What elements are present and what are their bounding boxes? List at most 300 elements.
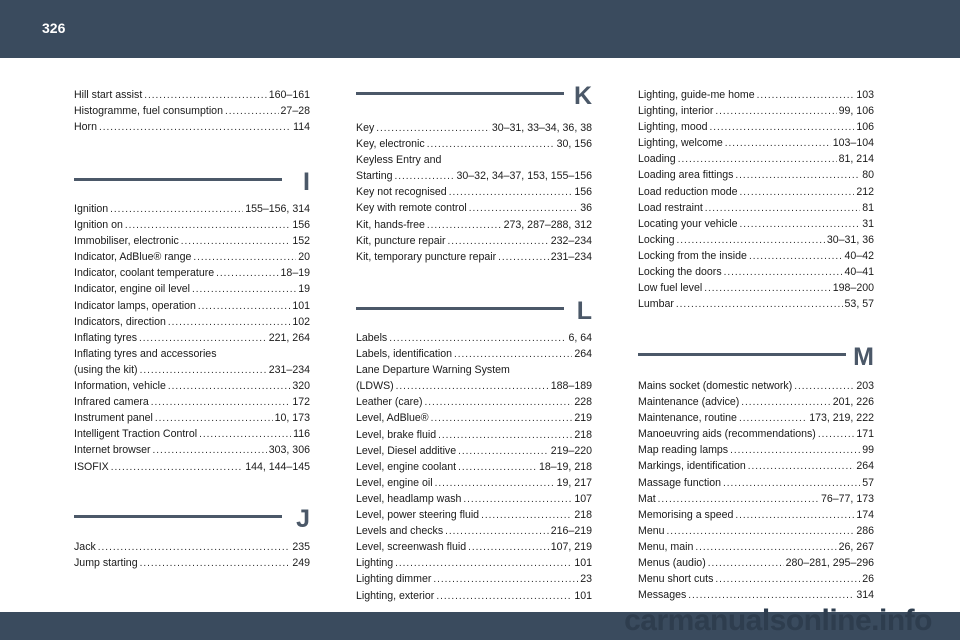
dot-leader xyxy=(225,103,279,120)
entry-pages: 20 xyxy=(298,251,310,264)
entry-term: Level, power steering fluid xyxy=(356,509,480,522)
index-entry xyxy=(74,426,310,442)
entry-term: Information, vehicle xyxy=(74,380,166,393)
entry-term: Ignition xyxy=(74,203,109,215)
dot-leader xyxy=(708,555,784,572)
entry-pages: 273, 287–288, 312 xyxy=(503,218,592,231)
dot-leader xyxy=(454,346,572,363)
entry-pages: 171 xyxy=(856,428,874,441)
index-entry xyxy=(356,120,592,136)
index-entry xyxy=(638,491,874,507)
page-header-bar xyxy=(0,0,960,58)
entry-term: Messages xyxy=(638,589,687,602)
dot-leader xyxy=(433,571,578,588)
index-entry xyxy=(74,119,310,135)
entry-term: Load restraint xyxy=(638,201,703,214)
entry-term: (using the kit) xyxy=(74,363,138,376)
entry-term: Markings, identification xyxy=(638,460,746,473)
dot-leader xyxy=(725,135,831,152)
index-entry xyxy=(638,458,874,474)
section-letter: J xyxy=(296,505,310,533)
index-entry xyxy=(638,426,874,442)
entry-pages: 228 xyxy=(574,396,592,409)
entry-term: Leather (care) xyxy=(356,396,423,409)
entry-pages: 320 xyxy=(292,380,310,393)
entry-pages: 303, 306 xyxy=(268,444,310,457)
dot-leader xyxy=(740,184,855,201)
index-entry xyxy=(638,296,874,312)
entry-term: Menu xyxy=(638,524,665,537)
dot-leader xyxy=(168,378,290,395)
entry-pages: 101 xyxy=(574,589,592,602)
dot-leader xyxy=(676,296,843,313)
entry-pages: 106 xyxy=(856,121,874,134)
entry-pages: 264 xyxy=(856,460,874,473)
entry-pages: 81 xyxy=(862,201,874,214)
entries-i xyxy=(74,201,310,475)
entry-term: Indicator lamps, operation xyxy=(74,299,196,312)
entry-term: Key, electronic xyxy=(356,138,425,151)
dot-leader xyxy=(389,330,566,347)
entry-term: Jack xyxy=(74,541,96,553)
section-header-k xyxy=(356,82,592,114)
entry-term: Lighting, mood xyxy=(638,121,708,134)
index-entry xyxy=(74,103,310,119)
entry-term: Load reduction mode xyxy=(638,185,738,198)
dot-leader xyxy=(739,410,807,427)
entry-pages: 81, 214 xyxy=(838,153,874,166)
entry-term: Infrared camera xyxy=(74,396,149,409)
index-entry xyxy=(356,571,592,587)
entry-pages: 103 xyxy=(856,89,874,101)
entry-term: Labels xyxy=(356,332,388,344)
dot-leader xyxy=(735,167,860,184)
entry-pages: 30–32, 34–37, 153, 155–156 xyxy=(456,170,592,183)
index-entry-heading: Keyless Entry and xyxy=(356,154,442,167)
entries-h xyxy=(74,87,310,135)
entry-term: Indicators, direction xyxy=(74,315,166,328)
index-entry xyxy=(356,588,592,604)
dot-leader xyxy=(168,314,290,331)
entry-pages: 99, 106 xyxy=(838,105,874,118)
index-entry xyxy=(356,539,592,555)
index-entry xyxy=(638,280,874,296)
index-entry xyxy=(356,233,592,249)
dot-leader xyxy=(199,426,291,443)
entry-term: Level, screenwash fluid xyxy=(356,541,467,554)
index-entry xyxy=(638,103,874,119)
dot-leader xyxy=(818,426,854,443)
entry-term: Indicator, coolant temperature xyxy=(74,267,215,280)
index-entry xyxy=(356,443,592,459)
dot-leader xyxy=(658,491,819,508)
entry-pages: 107, 219 xyxy=(550,541,592,554)
dot-leader xyxy=(688,587,854,604)
index-entry xyxy=(638,410,874,426)
entry-term: Locking xyxy=(638,233,675,246)
dot-leader xyxy=(724,264,843,281)
dot-leader xyxy=(481,507,572,524)
entry-term: Inflating tyres xyxy=(74,331,138,344)
dot-leader xyxy=(395,168,455,185)
entry-pages: 80 xyxy=(862,169,874,182)
entry-term: Starting xyxy=(356,170,393,183)
index-entry xyxy=(638,475,874,491)
index-entry xyxy=(638,151,874,167)
index-entry xyxy=(74,201,310,217)
dot-leader xyxy=(458,443,549,460)
section-rule xyxy=(638,353,846,356)
dot-leader xyxy=(376,120,490,137)
index-entry xyxy=(74,394,310,410)
dot-leader xyxy=(99,119,291,136)
dot-leader xyxy=(715,103,836,120)
entry-pages: 155–156, 314 xyxy=(245,203,310,215)
index-entry xyxy=(638,442,874,458)
entry-term: Jump starting xyxy=(74,557,138,570)
index-entry xyxy=(638,587,874,603)
index-entry xyxy=(74,298,310,314)
index-entry xyxy=(74,217,310,233)
index-entry xyxy=(74,330,310,346)
entry-term: Key xyxy=(356,122,375,134)
entry-term: Level, headlamp wash xyxy=(356,492,462,505)
entry-pages: 26, 267 xyxy=(838,540,874,553)
entry-pages: 152 xyxy=(292,235,310,248)
entry-pages: 116 xyxy=(293,428,310,441)
entry-term: Low fuel level xyxy=(638,282,703,295)
entry-term: Levels and checks xyxy=(356,525,444,538)
index-entry xyxy=(638,539,874,555)
index-entry xyxy=(638,232,874,248)
dot-leader xyxy=(458,459,537,476)
entry-pages: 114 xyxy=(293,121,310,134)
entry-pages: 203 xyxy=(856,380,874,392)
entry-pages: 101 xyxy=(574,557,592,570)
index-entry xyxy=(74,555,310,571)
dot-leader xyxy=(735,507,854,524)
index-entry xyxy=(74,249,310,265)
entry-pages: 103–104 xyxy=(832,137,874,150)
dot-leader xyxy=(794,378,854,395)
index-entry xyxy=(74,362,310,378)
entry-term: Massage function xyxy=(638,476,722,489)
entry-pages: 314 xyxy=(856,589,874,602)
index-entry xyxy=(356,217,592,233)
index-entry xyxy=(74,378,310,394)
dot-leader xyxy=(463,491,572,508)
entry-term: Maintenance (advice) xyxy=(638,396,740,409)
index-entry xyxy=(356,378,592,394)
entry-pages: 221, 264 xyxy=(268,331,310,344)
index-entry xyxy=(356,555,592,571)
entry-term: Kit, temporary puncture repair xyxy=(356,250,497,263)
entry-term: Lighting, interior xyxy=(638,105,714,118)
index-entry xyxy=(74,410,310,426)
index-entry xyxy=(74,233,310,249)
entry-term: Mat xyxy=(638,492,656,505)
dot-leader xyxy=(125,217,290,234)
entry-pages: 201, 226 xyxy=(832,396,874,409)
entry-pages: 156 xyxy=(574,186,592,199)
entry-pages: 26 xyxy=(862,573,874,586)
dot-leader xyxy=(469,200,579,217)
index-entry xyxy=(356,346,592,362)
entry-term: Histogramme, fuel consumption xyxy=(74,105,223,118)
entry-pages: 160–161 xyxy=(268,89,310,101)
dot-leader xyxy=(396,378,549,395)
index-entry xyxy=(638,571,874,587)
entry-term: Hill start assist xyxy=(74,89,143,101)
index-entry xyxy=(356,475,592,491)
entry-pages: 99 xyxy=(862,444,874,457)
entry-pages: 6, 64 xyxy=(568,332,592,344)
section-rule xyxy=(356,92,564,95)
entry-term: Menu short cuts xyxy=(638,573,714,586)
index-entry xyxy=(638,507,874,523)
entries-l-continued xyxy=(638,87,874,312)
index-entry xyxy=(638,264,874,280)
entry-term: Level, brake fluid xyxy=(356,428,437,441)
index-entry xyxy=(638,200,874,216)
index-entry xyxy=(74,314,310,330)
entry-pages: 101 xyxy=(292,299,310,312)
dot-leader xyxy=(140,362,267,379)
index-entry xyxy=(74,459,310,475)
index-entry xyxy=(356,410,592,426)
entry-term: Instrument panel xyxy=(74,412,153,425)
index-entry xyxy=(638,216,874,232)
dot-leader xyxy=(695,539,836,556)
entry-pages: 249 xyxy=(292,557,310,570)
dot-leader xyxy=(757,87,855,104)
entry-term: Level, engine oil xyxy=(356,476,433,489)
entry-term: Key not recognised xyxy=(356,186,447,199)
dot-leader xyxy=(181,233,291,250)
dot-leader xyxy=(425,394,573,411)
dot-leader xyxy=(144,87,266,104)
entries-k xyxy=(356,120,592,265)
entry-pages: 36 xyxy=(580,202,592,215)
entry-term: Kit, hands-free xyxy=(356,218,425,231)
section-rule xyxy=(356,307,564,310)
index-entry xyxy=(638,135,874,151)
entry-pages: 198–200 xyxy=(832,282,874,295)
entry-term: Loading area fittings xyxy=(638,169,734,182)
section-letter: I xyxy=(303,168,310,196)
entry-pages: 30–31, 36 xyxy=(826,233,874,246)
entry-pages: 53, 57 xyxy=(844,298,874,311)
entry-term: Lighting, guide-me home xyxy=(638,89,755,101)
entry-term: Internet browser xyxy=(74,444,151,457)
dot-leader xyxy=(395,555,572,572)
dot-leader xyxy=(468,539,549,556)
page-number: 326 xyxy=(42,20,66,36)
entry-term: Ignition on xyxy=(74,219,123,232)
index-entry xyxy=(74,281,310,297)
dot-leader xyxy=(193,249,296,266)
dot-leader xyxy=(678,151,837,168)
entry-pages: 218 xyxy=(574,428,592,441)
entry-pages: 212 xyxy=(856,185,874,198)
dot-leader xyxy=(449,184,573,201)
index-entry xyxy=(74,87,310,103)
dot-leader xyxy=(198,298,290,315)
dot-leader xyxy=(749,248,843,265)
dot-leader xyxy=(667,523,855,540)
dot-leader xyxy=(216,265,278,282)
entry-pages: 280–281, 295–296 xyxy=(785,557,874,570)
entry-pages: 18–19, 218 xyxy=(538,460,592,473)
entry-term: Menu, main xyxy=(638,540,694,553)
entry-pages: 174 xyxy=(856,508,874,521)
entry-pages: 216–219 xyxy=(550,525,592,538)
entry-term: Immobiliser, electronic xyxy=(74,235,179,248)
entry-pages: 18–19 xyxy=(280,267,310,280)
dot-leader xyxy=(730,442,860,459)
section-header-j xyxy=(74,505,310,537)
watermark: carmanualsonline.info xyxy=(624,604,932,637)
entry-pages: 235 xyxy=(292,541,310,553)
section-header-i xyxy=(74,168,310,200)
entry-pages: 231–234 xyxy=(550,250,592,263)
entry-pages: 219–220 xyxy=(550,444,592,457)
dot-leader xyxy=(710,119,855,136)
index-entry xyxy=(638,378,874,394)
entries-l xyxy=(356,330,592,604)
entry-term: Indicator, engine oil level xyxy=(74,283,191,296)
index-entry xyxy=(356,330,592,346)
entry-term: Manoeuvring aids (recommendations) xyxy=(638,428,816,441)
section-letter: L xyxy=(576,297,592,325)
index-entry xyxy=(638,523,874,539)
entry-pages: 232–234 xyxy=(550,234,592,247)
entry-term: Loading xyxy=(638,153,676,166)
dot-leader xyxy=(715,571,860,588)
dot-leader xyxy=(445,523,549,540)
entry-term: Maintenance, routine xyxy=(638,412,737,425)
entry-pages: 172 xyxy=(292,396,310,409)
entry-pages: 107 xyxy=(574,492,592,505)
dot-leader xyxy=(431,410,573,427)
dot-leader xyxy=(705,200,860,217)
entry-pages: 27–28 xyxy=(280,105,310,118)
entry-pages: 156 xyxy=(292,219,310,232)
index-entry xyxy=(356,507,592,523)
dot-leader xyxy=(436,588,572,605)
dot-leader xyxy=(110,201,243,218)
index-entry xyxy=(638,167,874,183)
section-letter: K xyxy=(573,82,592,110)
index-entry xyxy=(638,87,874,103)
entry-term: ISOFIX xyxy=(74,460,109,473)
index-entry xyxy=(356,184,592,200)
dot-leader xyxy=(448,233,549,250)
entry-pages: 76–77, 173 xyxy=(820,492,874,505)
index-entry xyxy=(356,427,592,443)
index-entry xyxy=(638,119,874,135)
dot-leader xyxy=(723,475,860,492)
entry-term: Lighting, exterior xyxy=(356,589,435,602)
dot-leader xyxy=(427,136,555,153)
index-entry xyxy=(356,523,592,539)
index-entry xyxy=(356,394,592,410)
index-entry xyxy=(356,459,592,475)
dot-leader xyxy=(741,394,830,411)
dot-leader xyxy=(111,459,243,476)
entry-term: Map reading lamps xyxy=(638,444,729,457)
dot-leader xyxy=(151,394,291,411)
dot-leader xyxy=(704,280,831,297)
index-entry xyxy=(638,394,874,410)
entry-pages: 19 xyxy=(298,283,310,296)
dot-leader xyxy=(677,232,825,249)
section-letter: M xyxy=(853,343,874,371)
dot-leader xyxy=(140,555,291,572)
entry-term: Memorising a speed xyxy=(638,508,734,521)
index-entry xyxy=(638,248,874,264)
entry-pages: 102 xyxy=(292,315,310,328)
entry-term: Labels, identification xyxy=(356,348,452,361)
index-entry xyxy=(74,539,310,555)
entry-pages: 286 xyxy=(856,524,874,537)
section-rule xyxy=(74,178,282,181)
entry-pages: 30–31, 33–34, 36, 38 xyxy=(491,122,592,134)
entry-pages: 40–42 xyxy=(844,249,874,262)
dot-leader xyxy=(192,281,296,298)
index-entry xyxy=(356,200,592,216)
entry-pages: 40–41 xyxy=(844,266,874,279)
dot-leader xyxy=(438,427,572,444)
index-entry-heading: Lane Departure Warning System xyxy=(356,364,510,377)
index-entry xyxy=(74,265,310,281)
entry-term: Level, AdBlue® xyxy=(356,412,429,425)
dot-leader xyxy=(155,410,273,427)
entry-term: Lighting dimmer xyxy=(356,573,432,586)
dot-leader xyxy=(98,539,291,556)
entry-term: Intelligent Traction Control xyxy=(74,428,198,441)
section-header-l xyxy=(356,297,592,329)
entry-term: Key with remote control xyxy=(356,202,467,215)
entry-term: Level, Diesel additive xyxy=(356,444,457,457)
index-entry xyxy=(74,442,310,458)
section-rule xyxy=(74,515,282,518)
entry-pages: 10, 173 xyxy=(274,412,310,425)
entry-term: Lighting, welcome xyxy=(638,137,723,150)
entry-term: Kit, puncture repair xyxy=(356,234,446,247)
entry-term: Locating your vehicle xyxy=(638,217,738,230)
entry-pages: 30, 156 xyxy=(556,138,592,151)
entry-pages: 31 xyxy=(862,217,874,230)
entry-term: Horn xyxy=(74,121,97,134)
dot-leader xyxy=(498,249,549,266)
entry-term: Locking from the inside xyxy=(638,249,747,262)
index-entry xyxy=(638,184,874,200)
entry-term: Menus (audio) xyxy=(638,557,706,570)
entry-term: Level, engine coolant xyxy=(356,460,457,473)
section-header-m xyxy=(638,343,874,375)
entries-j xyxy=(74,539,310,571)
entry-pages: 144, 144–145 xyxy=(245,460,310,473)
entry-term: Lighting xyxy=(356,557,394,570)
entry-pages: 264 xyxy=(574,348,592,361)
index-entry xyxy=(356,136,592,152)
entry-pages: 231–234 xyxy=(268,363,310,376)
entry-pages: 219 xyxy=(574,412,592,425)
entry-pages: 173, 219, 222 xyxy=(809,412,874,425)
index-entry xyxy=(638,555,874,571)
entry-term: Mains socket (domestic network) xyxy=(638,380,793,392)
